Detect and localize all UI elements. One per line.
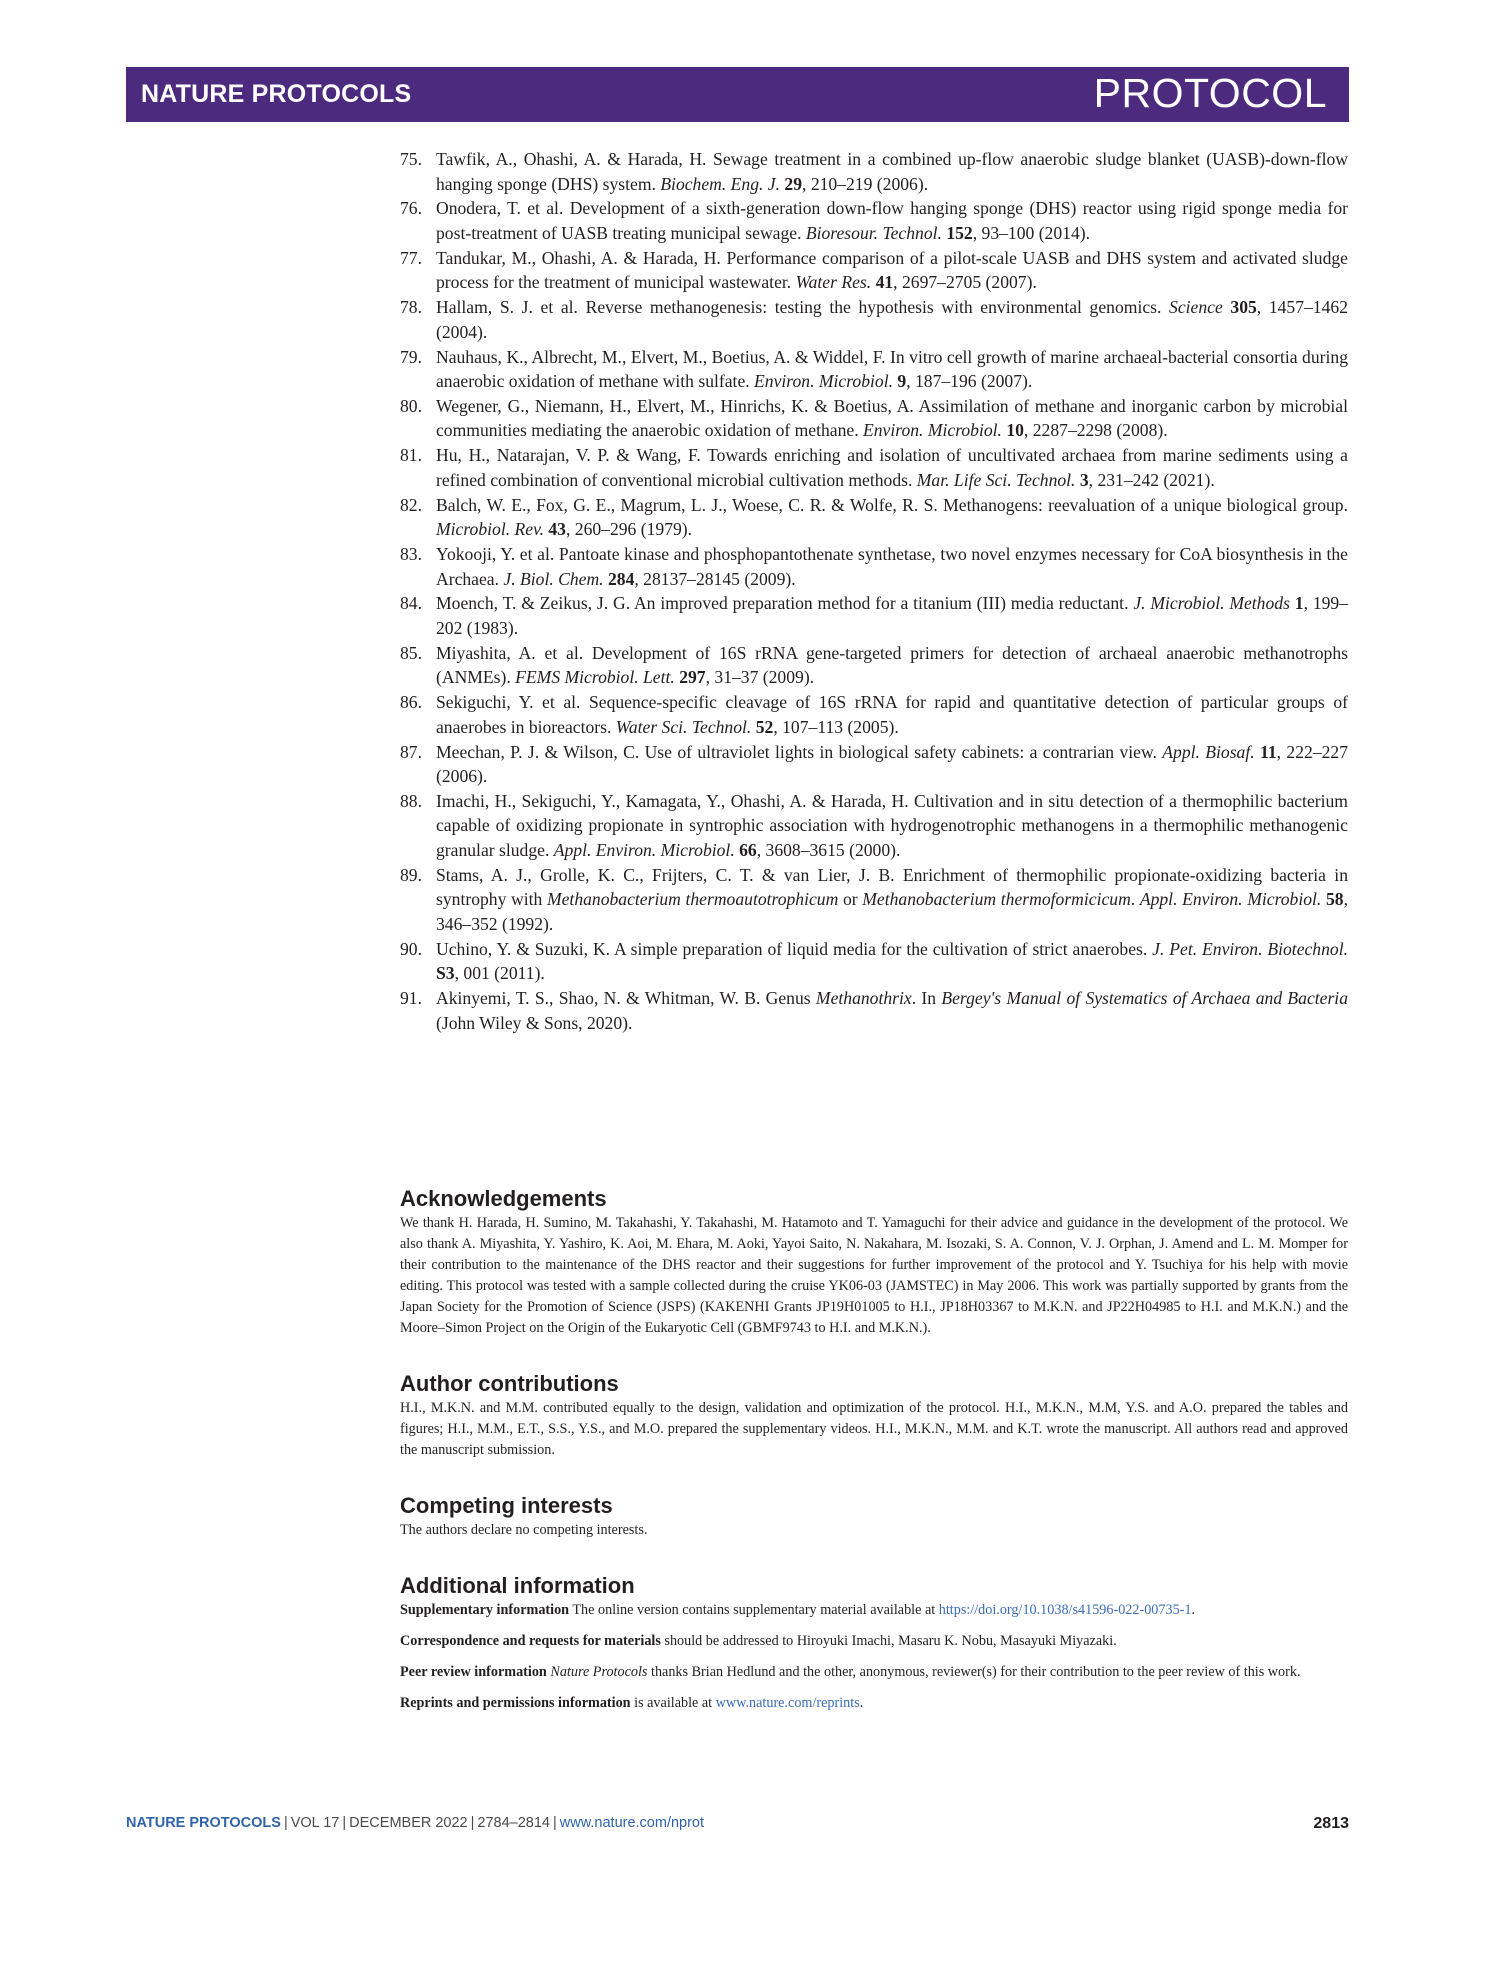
reference-text: Appl. Environ. Microbiol. bbox=[1139, 889, 1322, 910]
supplementary-end: . bbox=[1191, 1602, 1196, 1618]
reference-item bbox=[400, 591, 1348, 640]
reference-text: J. Microbiol. Methods bbox=[1133, 593, 1290, 614]
reference-text: Methanobacterium thermoformicicum bbox=[862, 889, 1131, 910]
reprints-end: . bbox=[859, 1695, 864, 1711]
reference-text: Appl. Environ. Microbiol. bbox=[553, 840, 735, 861]
additional-information-body bbox=[400, 1600, 1348, 1714]
reference-number: 83. bbox=[400, 544, 422, 564]
reference-number: 79. bbox=[400, 346, 422, 367]
footer-volume: VOL 17 bbox=[290, 1815, 340, 1831]
reference-text: , 346–352 (1992). bbox=[436, 889, 1348, 935]
reference-text: or bbox=[838, 889, 863, 910]
reference-text: , 31–37 (2009). bbox=[705, 667, 815, 688]
reference-text: , 2287–2298 (2008). bbox=[1023, 420, 1168, 441]
reference-text: , 231–242 (2021). bbox=[1088, 469, 1215, 490]
reference-text: (John Wiley & Sons, 2020). bbox=[436, 1012, 633, 1033]
peer-review-text: thanks Brian Hedlund and the other, anonymous, reviewer(s) for their contribution to the peer review of this work. bbox=[647, 1664, 1301, 1680]
reference-text: Bioresour. Technol. bbox=[805, 222, 942, 243]
reference-text: Water Res. bbox=[795, 272, 872, 293]
peer-review-label: Peer review information bbox=[400, 1664, 547, 1680]
reference-text: 10 bbox=[1006, 420, 1024, 441]
reference-text: S3 bbox=[436, 963, 455, 984]
reference-text: Akinyemi, T. S., Shao, N. & Whitman, W. B. Genus bbox=[436, 988, 816, 1009]
supplementary-text: The online version contains supplementary material available at bbox=[569, 1602, 939, 1618]
reprints-label: Reprints and permissions information bbox=[400, 1695, 631, 1711]
reference-item bbox=[400, 295, 1348, 344]
reference-text: 305 bbox=[1230, 297, 1257, 318]
reference-text: , 199–202 (1983). bbox=[436, 593, 1349, 638]
reference-text: FEMS Microbiol. Lett. bbox=[515, 667, 675, 688]
reference-text: Imachi, H., Sekiguchi, Y., Kamagata, Y., Ohashi, A. & Harada, H. Cultivation and in situ detection of a thermophilic bacterium capable of oxidizing propionate in syntrophic association with hydrogenotrophic methanogens in a thermophilic methanogenic granular sludge. bbox=[436, 790, 1348, 861]
correspondence-label: Correspondence and requests for materials bbox=[400, 1633, 661, 1649]
reference-text: 284 bbox=[607, 568, 635, 589]
reference-number: 89. bbox=[400, 864, 422, 885]
supplementary-info bbox=[400, 1600, 1348, 1621]
reference-text: Environ. Microbiol. bbox=[863, 420, 1002, 441]
reference-number: 86. bbox=[400, 692, 422, 713]
reference-text: Hallam, S. J. et al. Reverse methanogenesis: testing the hypothesis with environmental genomics. bbox=[436, 297, 1170, 318]
reprints-text: is available at bbox=[630, 1695, 716, 1711]
reference-number: 91. bbox=[400, 988, 422, 1009]
reference-text: Meechan, P. J. & Wilson, C. Use of ultraviolet lights in biological safety cabinets: a contrarian view. bbox=[436, 741, 1163, 762]
reference-text: , 2697–2705 (2007). bbox=[893, 272, 1037, 293]
reference-text: J. Pet. Environ. Biotechnol. bbox=[1152, 938, 1348, 959]
peer-review-journal: Nature Protocols bbox=[550, 1664, 648, 1680]
reference-number: 82. bbox=[400, 494, 422, 515]
reference-text: J. Biol. Chem. bbox=[503, 568, 604, 589]
reference-item bbox=[400, 196, 1348, 245]
reference-text: 9 bbox=[897, 371, 907, 392]
reference-text: 11 bbox=[1260, 741, 1277, 762]
reference-item bbox=[400, 863, 1348, 937]
footer-url[interactable]: www.nature.com/nprot bbox=[559, 1815, 705, 1831]
reference-text: Wegener, G., Niemann, H., Elvert, M., Hinrichs, K. & Boetius, A. Assimilation of methane and inorganic carbon by microbial communities mediating the anaerobic oxidation of methane. bbox=[436, 395, 1348, 441]
reference-text: 58 bbox=[1325, 889, 1344, 910]
reference-text: 43 bbox=[548, 519, 566, 540]
reference-text: Balch, W. E., Fox, G. E., Magrum, L. J., Woese, C. R. & Wolfe, R. S. Methanogens: reevaluation of a unique biological group. bbox=[436, 494, 1348, 515]
page-number: 2813 bbox=[1313, 1815, 1349, 1832]
author-contributions-heading: Author contributions bbox=[400, 1371, 619, 1396]
reference-item bbox=[400, 345, 1348, 394]
reference-text: Tawfik, A., Ohashi, A. & Harada, H. Sewage treatment in a combined up-flow anaerobic sludge blanket (UASB)-down-flow hanging sponge (DHS) system. bbox=[436, 149, 1348, 194]
back-matter bbox=[400, 1185, 1348, 1724]
reference-text: 152 bbox=[946, 222, 973, 243]
reference-number: 81. bbox=[400, 445, 422, 466]
reference-text: , 260–296 (1979). bbox=[565, 519, 693, 540]
reference-text: Mar. Life Sci. Technol. bbox=[916, 469, 1076, 490]
reference-text: . bbox=[1130, 889, 1140, 910]
reference-number: 78. bbox=[400, 297, 422, 318]
journal-name: NATURE PROTOCOLS bbox=[141, 80, 412, 108]
reference-text: , 3608–3615 (2000). bbox=[756, 840, 901, 861]
reference-number: 75. bbox=[400, 149, 422, 169]
reference-number: 80. bbox=[400, 395, 422, 416]
reference-number: 88. bbox=[400, 790, 422, 811]
peer-review-info bbox=[400, 1662, 1348, 1683]
reference-text: . In bbox=[911, 988, 942, 1009]
supplementary-label: Supplementary information bbox=[400, 1602, 570, 1618]
reprints-info bbox=[400, 1693, 1348, 1714]
reference-number: 77. bbox=[400, 247, 422, 268]
reference-text: 3 bbox=[1079, 469, 1089, 490]
competing-interests-heading: Competing interests bbox=[400, 1493, 613, 1518]
reference-item bbox=[400, 493, 1348, 542]
competing-interests-text: The authors declare no competing interests. bbox=[400, 1522, 648, 1538]
reference-item bbox=[400, 394, 1348, 443]
reference-text: Methanobacterium thermoautotrophicum bbox=[546, 889, 839, 910]
reference-number: 87. bbox=[400, 741, 422, 762]
reference-text: Bergey's Manual of Systematics of Archaea and Bacteria bbox=[941, 988, 1348, 1009]
reference-text: Moench, T. & Zeikus, J. G. An improved preparation method for a titanium (III) media reductant. bbox=[436, 593, 1134, 614]
reference-text: Uchino, Y. & Suzuki, K. A simple preparation of liquid media for the cultivation of strict anaerobes. bbox=[436, 938, 1153, 959]
reprints-link[interactable]: www.nature.com/reprints bbox=[715, 1695, 860, 1711]
reference-text: Biochem. Eng. J. bbox=[660, 173, 781, 194]
reference-item bbox=[400, 740, 1348, 789]
reference-number: 84. bbox=[400, 593, 422, 614]
reference-text: Yokooji, Y. et al. Pantoate kinase and phosphopantothenate synthetase, two novel enzymes necessary for CoA biosynthesis in the Archaea. bbox=[436, 544, 1348, 589]
footer-journal: NATURE PROTOCOLS bbox=[126, 1815, 281, 1831]
reference-text: Environ. Microbiol. bbox=[754, 371, 893, 392]
reference-item bbox=[400, 147, 1348, 196]
journal-header-bar bbox=[126, 67, 1349, 122]
reference-item bbox=[400, 246, 1348, 295]
reference-item bbox=[400, 443, 1348, 492]
reference-text: Science bbox=[1169, 297, 1223, 318]
reference-item bbox=[400, 789, 1348, 863]
acknowledgements-text: We thank H. Harada, H. Sumino, M. Takahashi, Y. Takahashi, M. Hatamoto and T. Yamaguchi for their advice and guidance in the development of the protocol. We also thank A. Miyashita, Y. Yashiro, K. Aoi, M. Ehara, M. Aoki, Yayoi Saito, N. Nakahara, M. Isozaki, S. A. Connon, V. J. Orphan, J. Amend and L. M. Momper for their contribution to the maintenance of the DHS reactor and their suggestions for further improvement of the protocol and Y. Tsuchiya for his help with movie editing. This protocol was tested with a sample collected during the cruise YK06-03 (JAMSTEC) in May 2006. This work was partially supported by grants from the Japan Society for the Promotion of Science (JSPS) (KAKENHI Grants JP19H01005 to H.I., JP18H03367 to M.K.N. and JP22H04985 to H.I. and M.K.N.) and the Moore–Simon Project on the Origin of the Eukaryotic Cell (GBMF9743 to H.I. and M.K.N.). bbox=[400, 1215, 1348, 1336]
reference-text: , 187–196 (2007). bbox=[906, 371, 1033, 392]
reference-text: 66 bbox=[739, 840, 757, 861]
reference-text: , 222–227 (2006). bbox=[436, 741, 1349, 787]
reference-text: Miyashita, A. et al. Development of 16S rRNA gene-targeted primers for detection of archaeal anaerobic methanotrophs (ANMEs). bbox=[436, 642, 1348, 688]
reference-text: Nauhaus, K., Albrecht, M., Elvert, M., Boetius, A. & Widdel, F. In vitro cell growth of marine archaeal-bacterial consortia during anaerobic oxidation of methane with sulfate. bbox=[436, 346, 1348, 392]
article-type: PROTOCOL bbox=[1093, 70, 1327, 116]
reference-text: Tandukar, M., Ohashi, A. & Harada, H. Performance comparison of a pilot-scale UASB and DHS system and activated sludge process for the treatment of municipal wastewater. bbox=[436, 247, 1348, 293]
reference-text: 297 bbox=[679, 667, 706, 688]
correspondence-text: should be addressed to Hiroyuki Imachi, Masaru K. Nobu, Masayuki Miyazaki. bbox=[660, 1633, 1117, 1649]
reference-text: Stams, A. J., Grolle, K. C., Frijters, C. T. & van Lier, J. B. Enrichment of thermophilic propionate-oxidizing bacteria in syntrophy with bbox=[436, 864, 1348, 910]
reference-text: Sekiguchi, Y. et al. Sequence-specific cleavage of 16S rRNA for rapid and quantitative detection of particular groups of anaerobes in bioreactors. bbox=[436, 692, 1348, 737]
footer-pages: 2784–2814 bbox=[477, 1815, 550, 1831]
reference-text: , 1457–1462 (2004). bbox=[436, 297, 1348, 342]
author-contributions-text: H.I., M.K.N. and M.M. contributed equally to the design, validation and optimization of the protocol. H.I., M.K.N., M.M, Y.S. and A.O. prepared the tables and figures; H.I., M.M., E.T., S.S., Y.S., and M.O. prepared the supplementary videos. H.I., M.K.N., M.M. and K.T. wrote the manuscript. All authors read and approved the manuscript submission. bbox=[400, 1400, 1348, 1458]
reference-item bbox=[400, 986, 1348, 1035]
acknowledgements-heading: Acknowledgements bbox=[400, 1186, 607, 1211]
reference-text: 52 bbox=[755, 716, 774, 737]
reference-text: 29 bbox=[784, 173, 803, 194]
reference-text: Water Sci. Technol. bbox=[615, 716, 752, 737]
page-footer: NATURE PROTOCOLS | VOL 17 | DECEMBER 2022 | 2784–2814 | www.nature.com/nprot 2813 bbox=[126, 1815, 1349, 1832]
reference-item bbox=[400, 542, 1348, 591]
reference-number: 85. bbox=[400, 642, 422, 663]
reference-text: Microbiol. Rev. bbox=[436, 519, 544, 540]
reference-item bbox=[400, 690, 1348, 739]
additional-information-heading: Additional information bbox=[400, 1573, 635, 1598]
reference-text: , 28137–28145 (2009). bbox=[634, 568, 796, 589]
reference-number: 76. bbox=[400, 198, 422, 219]
reference-text: Hu, H., Natarajan, V. P. & Wang, F. Towards enriching and isolation of uncultivated archaea from marine sediments using a refined combination of conventional microbial cultivation methods. bbox=[436, 445, 1348, 490]
reference-text: , 001 (2011). bbox=[454, 963, 545, 984]
footer-date: DECEMBER 2022 bbox=[349, 1815, 468, 1831]
reference-list bbox=[400, 147, 1348, 1036]
supplementary-link[interactable]: https://doi.org/10.1038/s41596-022-00735-1 bbox=[938, 1602, 1192, 1618]
reference-text: Methanothrix bbox=[815, 988, 912, 1009]
reference-text: 41 bbox=[875, 272, 894, 293]
reference-item bbox=[400, 937, 1348, 986]
reference-text: Onodera, T. et al. Development of a sixth-generation down-flow hanging sponge (DHS) reactor using rigid sponge media for post-treatment of UASB treating municipal sewage. bbox=[436, 198, 1348, 243]
correspondence-info bbox=[400, 1631, 1348, 1652]
reference-text: , 107–113 (2005). bbox=[773, 716, 899, 737]
reference-text: 1 bbox=[1294, 593, 1304, 614]
reference-item bbox=[400, 641, 1348, 690]
reference-text: Appl. Biosaf. bbox=[1162, 741, 1255, 762]
reference-text: , 93–100 (2014). bbox=[972, 222, 1090, 243]
reference-text: , 210–219 (2006). bbox=[802, 173, 929, 194]
reference-number: 90. bbox=[400, 938, 422, 959]
